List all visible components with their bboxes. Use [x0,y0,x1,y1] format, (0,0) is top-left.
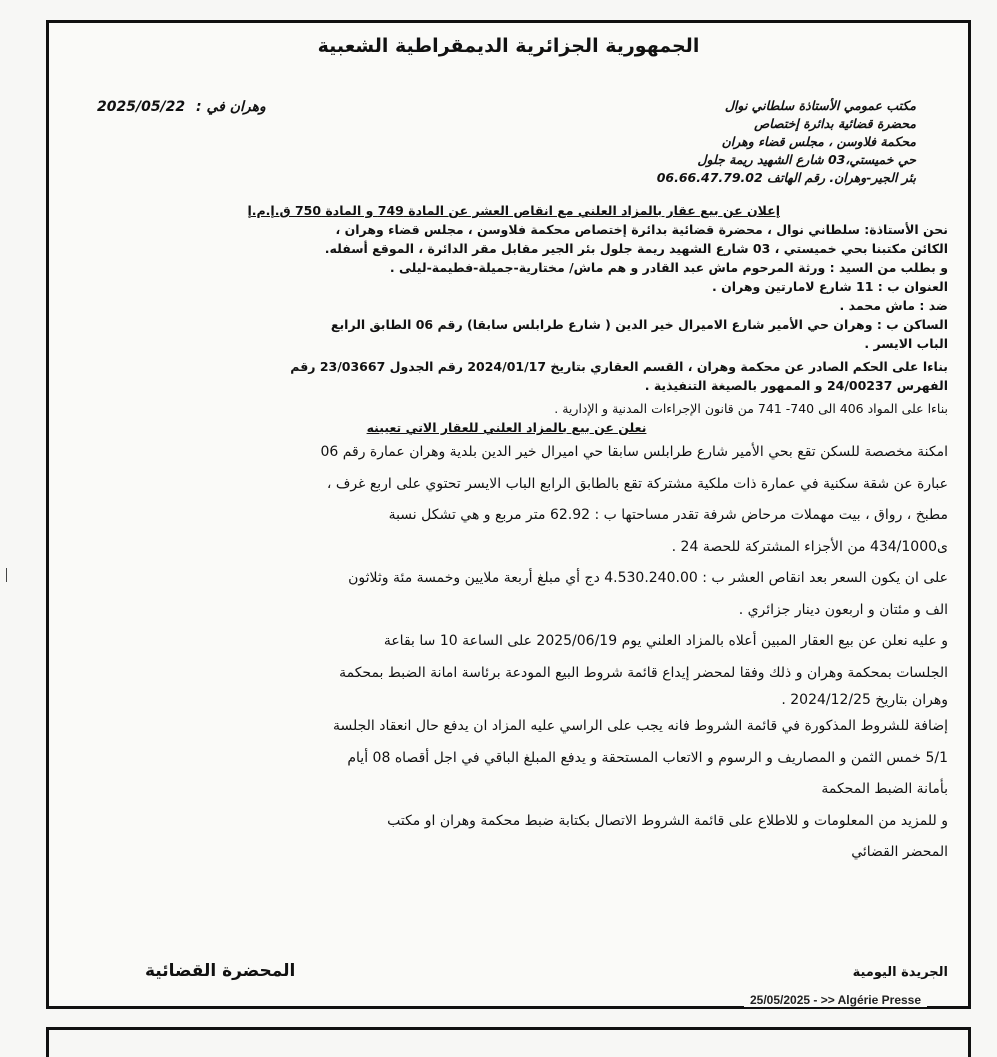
sale-heading: نعلن عن بيع بالمزاد العلني للعقار الاتي تعيينه [366,420,647,435]
intro-line: و بطلب من السيد : ورثة المرحوم ماش عبد القادر و هم ماش/ مختارية-جميلة-فطيمة-ليلى . [389,260,948,275]
office-block [536,97,916,187]
source-tag: 25/05/2025 - >> Algérie Presse [744,993,927,1007]
property-line: مطبخ ، رواق ، بيت مهملات مرحاض شرفة تقدر مساحتها ب : 62.92 متر مربع و هي تشكل نسبة [388,507,948,523]
auction-date-line: و عليه نعلن عن بيع العقار المبين أعلاه بالمزاد العلني يوم 2025/06/19 على الساعة 10 سا بقاعة [383,633,948,649]
payment-line: 5/1 خمس الثمن و المصاريف و الرسوم و الاتعاب المستحقة و يدفع المبلغ الباقي في اجل أقصاه 08 أيام [347,749,948,766]
office-line: محضرة قضائية بدائرة إختصاص [754,116,916,131]
announcement-title: إعلان عن بيع عقار بالمزاد العلني مع انقاص العشر عن المادة 749 و المادة 750 ق.إ.م.إ [247,203,780,218]
property-line: امكنة مخصصة للسكن تقع بحي الأمير شارع طرابلس سابقا حي اميرال خير الدين بلدية وهران عمارة رقم 06 [320,444,948,460]
price-line: على ان يكون السعر بعد انقاص العشر ب : 4.530.240.00 دج أي مبلغ أربعة ملايين وخمسة مئة وثلاثون [348,570,948,586]
margin-mark [6,568,9,582]
office-line: بئر الجير-وهران. رقم الهاتف 06.66.47.79.02 [656,170,916,185]
payment-line: إضافة للشروط المذكورة في قائمة الشروط فانه يجب على الراسي عليه المزاد ان يدفع حال انعقاد الجلسة [332,718,948,734]
signature-row [65,959,948,989]
date-line [97,99,266,115]
judgment-line: الفهرس 24/00237 و الممهور بالصيغة التنفيذية . [644,378,948,393]
intro-line: الساكن ب : وهران حي الأمير شارع الاميرال خير الدين ( شارع طرابلس سابقا) رقم 06 الطابق الرابع [330,317,948,332]
date-label: وهران في : [196,99,266,115]
contact-line: المحضر القضائي [851,844,948,860]
price-line: الف و مئتان و اربعون دينار جزائري . [738,601,948,618]
auction-date-line: الجلسات بمحكمة وهران و ذلك وفقا لمحضر إيداع قائمة شروط البيع المودعة برئاسة امانة الضبط بمحكمة [339,664,948,681]
office-line: محكمة فلاوسن ، مجلس قضاء وهران [721,134,916,149]
auction-date-line: وهران بتاريخ 2024/12/25 . [781,692,948,708]
intro-line: الباب الايسر . [864,336,948,351]
intro-line: ضد : ماش محمد . [839,298,948,313]
legal-basis: بناءا على المواد 406 الى 740- 741 من قانون الإجراءات المدنية و الإدارية . [554,401,948,416]
announcement-body [65,201,948,869]
contact-line: و للمزيد من المعلومات و للاطلاع على قائمة الشروط الاتصال بكتابة ضبط محكمة وهران او مكتب [387,812,948,829]
newspaper-name: الجريدة اليومية [852,965,948,980]
announcement-frame [46,20,971,1009]
intro-line: العنوان ب : 11 شارع لامارتين وهران . [712,279,948,294]
intro-line: نحن الأستاذة: سلطاني نوال ، محضرة قضائية بدائرة إختصاص محكمة فلاوسن ، مجلس قضاء وهران ، [335,222,948,237]
property-line: عبارة عن شقة سكنية في عمارة ذات ملكية مشتركة تقع بالطابق الرابع الباب الايسر تحتوي على اربع غرف ، [326,475,948,492]
property-line: ى434/1000 من الأجزاء المشتركة للحصة 24 . [671,538,948,555]
office-line: مكتب عمومي الأستاذة سلطاني نوال [724,98,916,113]
payment-line: بأمانة الضبط المحكمة [821,781,948,797]
intro-line: الكائن مكتبنا بحي خميستي ، 03 شارع الشهيد ريمة جلول بئر الجير مقابل مقر الدائرة ، الموقع أسفله. [324,241,948,256]
page-title: الجمهورية الجزائرية الديمقراطية الشعبية [317,35,700,57]
office-line: حي خميستي،03 شارع الشهيد ريمة جلول [697,152,916,167]
bailiff-signature: المحضرة القضائية [145,961,296,981]
judgment-line: بناءا على الحكم الصادر عن محكمة وهران ، القسم العقاري بتاريخ 2024/01/17 رقم الجدول 23/03667 رقم [290,359,948,374]
document-date: 2025/05/22 [97,99,186,115]
next-announcement-frame [46,1027,971,1057]
